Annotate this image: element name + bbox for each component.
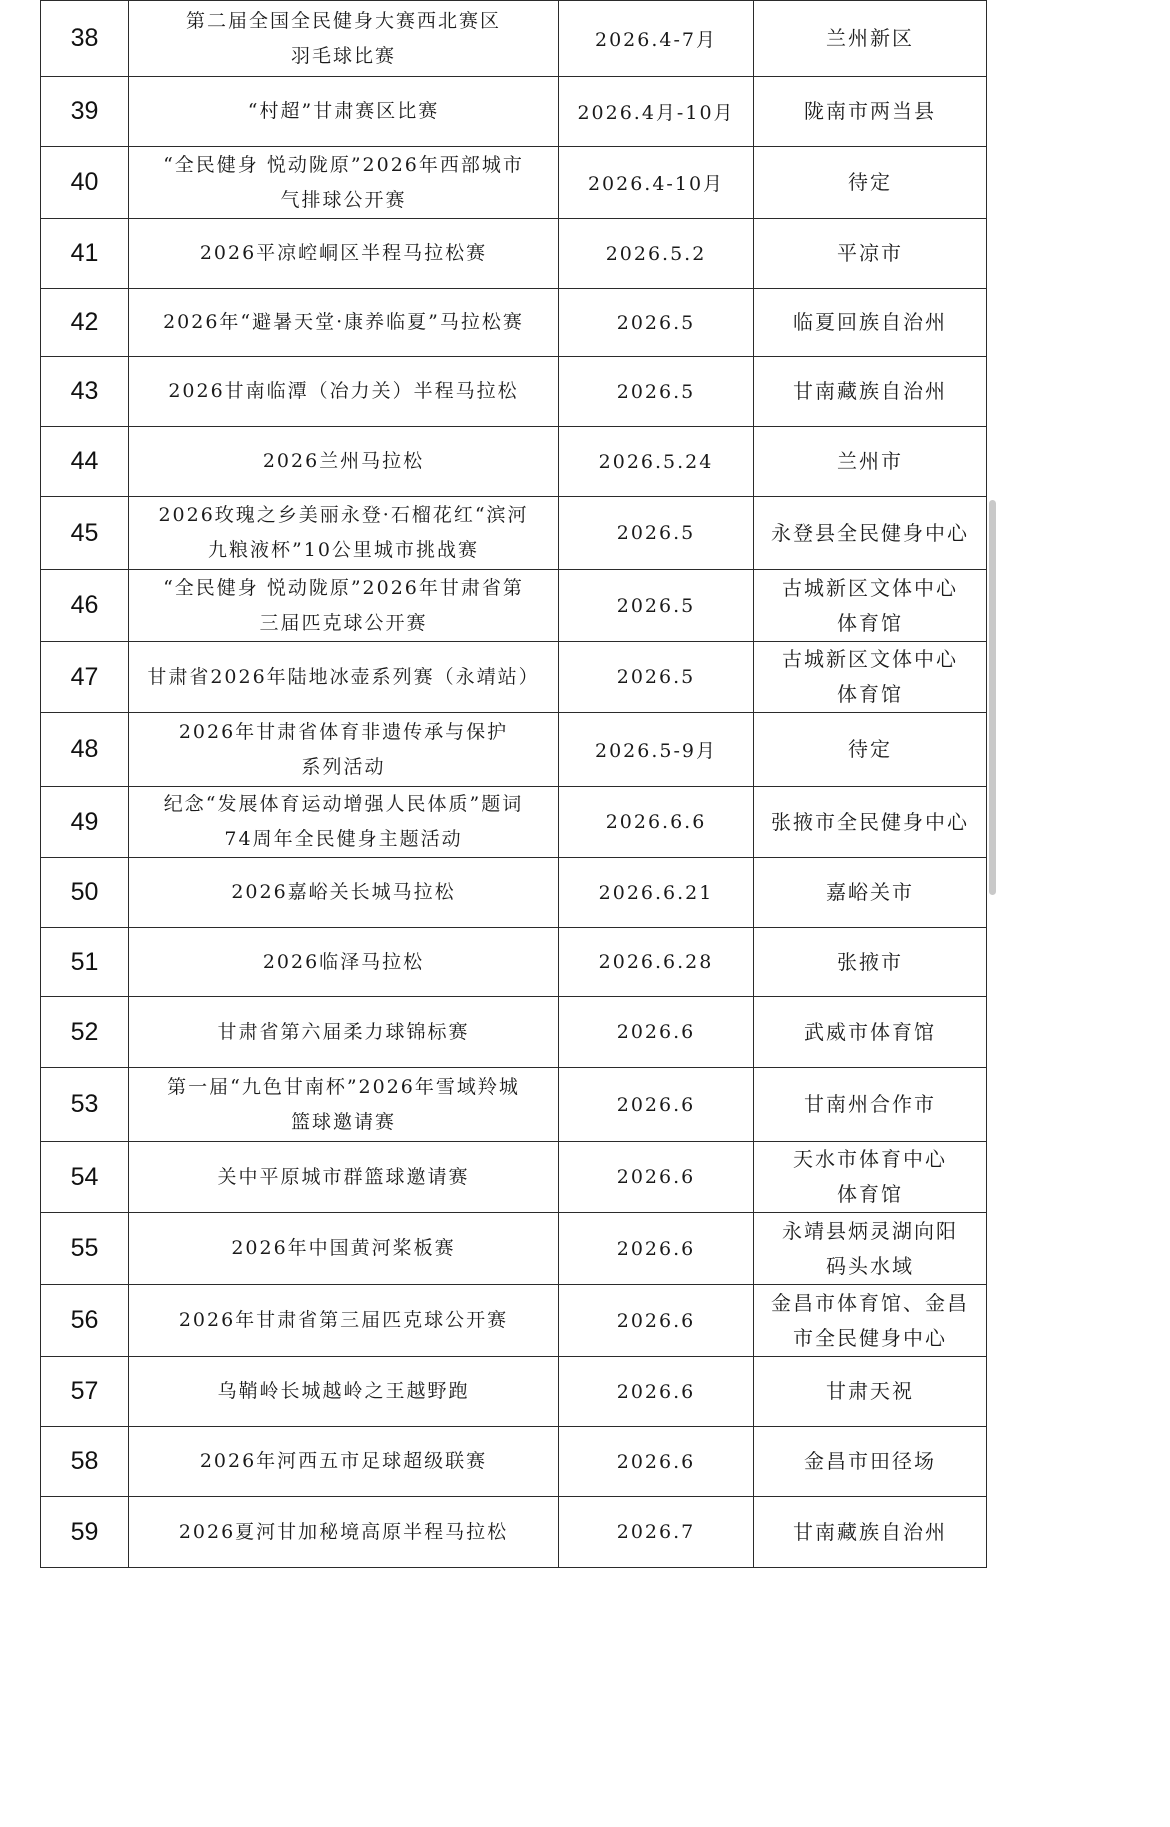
event-venue-cell — [754, 1, 987, 77]
event-name-line: 九粮液杯”10公里城市挑战赛 — [208, 539, 479, 561]
event-venue-line: 张掖市 — [837, 949, 903, 974]
event-name-cell — [129, 1068, 559, 1142]
row-number: 58 — [41, 1427, 129, 1497]
event-venue-line: 天水市体育中心 — [793, 1147, 947, 1171]
event-name-line: 甘肃省第六届柔力球锦标赛 — [217, 1020, 470, 1043]
event-date: 2026.6.28 — [559, 928, 754, 997]
table-row — [41, 1213, 987, 1285]
event-venue-cell — [754, 77, 987, 147]
event-name-line: 第一届“九色甘南杯”2026年雪域羚城 — [167, 1075, 520, 1098]
event-date: 2026.5.24 — [559, 427, 754, 497]
event-name-line: 2026夏河甘加秘境高原半程马拉松 — [178, 1520, 509, 1543]
event-venue-line: 陇南市两当县 — [804, 99, 936, 123]
table-row — [41, 427, 987, 497]
event-venue-cell — [754, 427, 987, 497]
event-venue-line: 市全民健身中心 — [793, 1325, 947, 1350]
event-date: 2026.6.6 — [559, 787, 754, 858]
event-venue-line: 码头水域 — [826, 1253, 914, 1278]
event-date: 2026.6 — [559, 1213, 754, 1285]
event-name-line: 2026兰州马拉松 — [262, 450, 425, 472]
row-number: 56 — [41, 1285, 129, 1357]
table-row — [41, 497, 987, 570]
event-venue-line: 甘南藏族自治州 — [793, 1519, 947, 1544]
row-number: 40 — [41, 147, 129, 219]
event-venue-line: 古城新区文体中心 — [782, 647, 958, 671]
event-venue-line: 金昌市体育馆、金昌 — [771, 1290, 969, 1315]
table-row — [41, 77, 987, 147]
event-date: 2026.5 — [559, 570, 754, 642]
event-name-cell — [129, 1357, 559, 1427]
event-name-line: 2026年“避暑天堂·康养临夏”马拉松赛 — [163, 311, 524, 333]
row-number: 57 — [41, 1357, 129, 1427]
row-number: 54 — [41, 1142, 129, 1213]
row-number: 48 — [41, 713, 129, 787]
table-row — [41, 357, 987, 427]
event-venue-line: 永登县全民健身中心 — [771, 520, 969, 545]
row-number: 42 — [41, 289, 129, 357]
event-name-cell — [129, 570, 559, 642]
table-row — [41, 219, 987, 289]
event-venue-cell — [754, 570, 987, 642]
table-row — [41, 858, 987, 928]
event-venue-cell — [754, 1427, 987, 1497]
event-name-line: 2026平凉崆峒区半程马拉松赛 — [199, 242, 488, 264]
event-name-cell — [129, 1285, 559, 1357]
event-name-cell — [129, 1497, 559, 1568]
event-venue-cell — [754, 928, 987, 997]
table-row — [41, 787, 987, 858]
event-name-line: 2026临泽马拉松 — [262, 950, 425, 973]
event-venue-cell — [754, 1285, 987, 1357]
event-venue-line: 兰州新区 — [826, 26, 914, 50]
event-name-cell — [129, 147, 559, 219]
event-venue-cell — [754, 357, 987, 427]
event-name-cell — [129, 497, 559, 570]
event-date: 2026.4月-10月 — [559, 77, 754, 147]
event-name-line: 第二届全国全民健身大赛西北赛区 — [185, 9, 501, 32]
row-number: 59 — [41, 1497, 129, 1568]
event-name-line: “全民健身 悦动陇原”2026年西部城市 — [163, 153, 524, 176]
row-number: 45 — [41, 497, 129, 570]
table-row — [41, 1285, 987, 1357]
event-venue-line: 嘉峪关市 — [826, 880, 914, 904]
event-date: 2026.6 — [559, 1357, 754, 1427]
event-name-cell — [129, 1427, 559, 1497]
event-name-line: 2026年甘肃省体育非遗传承与保护 — [178, 720, 509, 743]
row-number: 53 — [41, 1068, 129, 1142]
event-date: 2026.5.2 — [559, 219, 754, 289]
row-number: 43 — [41, 357, 129, 427]
event-venue-line: 金昌市田径场 — [804, 1449, 936, 1473]
event-venue-line: 武威市体育馆 — [804, 1019, 936, 1044]
event-venue-cell — [754, 289, 987, 357]
event-name-line: 羽毛球比赛 — [290, 44, 396, 67]
event-name-cell — [129, 289, 559, 357]
event-name-line: 甘肃省2026年陆地冰壶系列赛（永靖站） — [147, 665, 540, 688]
row-number: 39 — [41, 77, 129, 147]
event-name-line: 2026年河西五市足球超级联赛 — [199, 1450, 488, 1472]
event-venue-cell — [754, 997, 987, 1068]
event-venue-line: 永靖县炳灵湖向阳 — [782, 1218, 958, 1243]
row-number: 50 — [41, 858, 129, 928]
event-date: 2026.6 — [559, 997, 754, 1068]
event-venue-cell — [754, 219, 987, 289]
table-row — [41, 289, 987, 357]
event-venue-cell — [754, 497, 987, 570]
event-name-line: 三届匹克球公开赛 — [259, 611, 428, 634]
event-venue-cell — [754, 1142, 987, 1213]
event-venue-cell — [754, 1068, 987, 1142]
event-venue-cell — [754, 147, 987, 219]
event-date: 2026.5-9月 — [559, 713, 754, 787]
row-number: 46 — [41, 570, 129, 642]
event-venue-line: 待定 — [848, 737, 892, 761]
event-date: 2026.7 — [559, 1497, 754, 1568]
table-row — [41, 997, 987, 1068]
event-date: 2026.6 — [559, 1427, 754, 1497]
event-date: 2026.6 — [559, 1142, 754, 1213]
event-venue-line: 待定 — [848, 170, 892, 194]
event-name-line: 乌鞘岭长城越岭之王越野跑 — [217, 1380, 470, 1402]
row-number: 49 — [41, 787, 129, 858]
event-name-line: 2026玫瑰之乡美丽永登·石榴花红“滨河 — [158, 504, 529, 526]
event-venue-line: 甘南州合作市 — [804, 1092, 936, 1116]
table-row — [41, 147, 987, 219]
event-date: 2026.6.21 — [559, 858, 754, 928]
event-venue-line: 甘肃天祝 — [826, 1379, 914, 1403]
event-name-cell — [129, 858, 559, 928]
event-venue-line: 甘南藏族自治州 — [793, 379, 947, 403]
event-name-line: 2026甘南临潭（冶力关）半程马拉松 — [168, 380, 519, 402]
event-name-line: 气排球公开赛 — [280, 188, 407, 211]
table-row — [41, 928, 987, 997]
event-name-cell — [129, 219, 559, 289]
event-date: 2026.5 — [559, 497, 754, 570]
event-venue-cell — [754, 713, 987, 787]
table-row — [41, 1497, 987, 1568]
table-row — [41, 1142, 987, 1213]
event-venue-cell — [754, 1213, 987, 1285]
table-row — [41, 570, 987, 642]
event-name-line: 2026嘉峪关长城马拉松 — [231, 881, 456, 903]
row-number: 41 — [41, 219, 129, 289]
event-date: 2026.4-7月 — [559, 1, 754, 77]
event-venue-line: 体育馆 — [837, 682, 903, 706]
event-venue-cell — [754, 1497, 987, 1568]
table-row — [41, 713, 987, 787]
table-row — [41, 1068, 987, 1142]
event-name-line: 纪念“发展体育运动增强人民体质”题词 — [163, 793, 524, 815]
event-venue-cell — [754, 642, 987, 713]
event-venue-line: 体育馆 — [837, 1182, 903, 1206]
event-name-cell — [129, 1, 559, 77]
table-row — [41, 1357, 987, 1427]
event-venue-line: 张掖市全民健身中心 — [771, 809, 969, 834]
event-name-line: 2026年中国黄河桨板赛 — [231, 1237, 456, 1259]
event-name-line: “全民健身 悦动陇原”2026年甘肃省第 — [163, 576, 524, 599]
event-name-line: 系列活动 — [301, 755, 386, 778]
row-number: 55 — [41, 1213, 129, 1285]
event-venue-cell — [754, 858, 987, 928]
row-number: 52 — [41, 997, 129, 1068]
event-name-cell — [129, 427, 559, 497]
event-name-line: 2026年甘肃省第三届匹克球公开赛 — [178, 1309, 509, 1331]
event-venue-cell — [754, 787, 987, 858]
event-date: 2026.5 — [559, 642, 754, 713]
event-date: 2026.5 — [559, 357, 754, 427]
event-name-cell — [129, 787, 559, 858]
row-number: 44 — [41, 427, 129, 497]
table-row — [41, 642, 987, 713]
event-name-cell — [129, 1213, 559, 1285]
event-date: 2026.4-10月 — [559, 147, 754, 219]
event-name-cell — [129, 997, 559, 1068]
scrollbar-thumb[interactable] — [989, 500, 996, 895]
event-name-cell — [129, 357, 559, 427]
event-name-line: 关中平原城市群篮球邀请赛 — [217, 1165, 470, 1188]
event-name-line: “村超”甘肃赛区比赛 — [247, 100, 440, 122]
row-number: 51 — [41, 928, 129, 997]
event-name-cell — [129, 642, 559, 713]
table-row — [41, 1, 987, 77]
event-name-cell — [129, 77, 559, 147]
event-date: 2026.5 — [559, 289, 754, 357]
row-number: 38 — [41, 1, 129, 77]
event-venue-line: 兰州市 — [837, 449, 903, 473]
event-date: 2026.6 — [559, 1068, 754, 1142]
row-number: 47 — [41, 642, 129, 713]
event-venue-line: 体育馆 — [837, 610, 903, 635]
event-name-cell — [129, 928, 559, 997]
table-row — [41, 1427, 987, 1497]
event-name-cell — [129, 713, 559, 787]
event-name-line: 74周年全民健身主题活动 — [224, 828, 463, 850]
event-date: 2026.6 — [559, 1285, 754, 1357]
event-name-cell — [129, 1142, 559, 1213]
event-name-line: 篮球邀请赛 — [290, 1110, 396, 1133]
event-schedule-table — [40, 0, 987, 1568]
event-venue-cell — [754, 1357, 987, 1427]
event-venue-line: 临夏回族自治州 — [793, 310, 947, 334]
event-venue-line: 古城新区文体中心 — [782, 575, 958, 600]
event-venue-line: 平凉市 — [837, 241, 903, 265]
